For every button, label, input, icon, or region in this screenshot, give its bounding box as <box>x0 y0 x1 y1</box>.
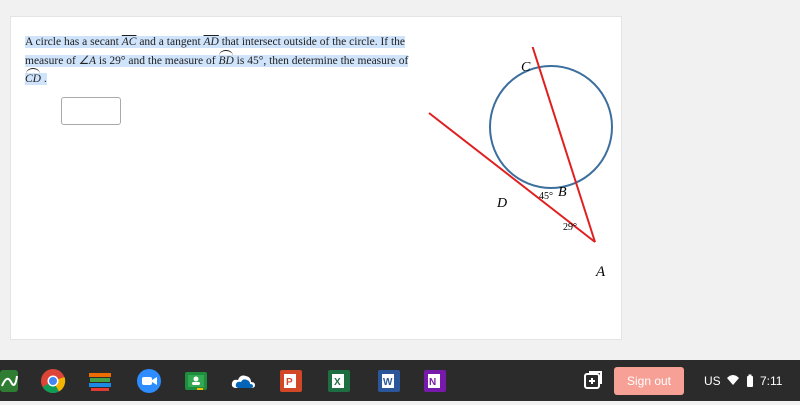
zoom-icon[interactable] <box>136 368 162 394</box>
label-c: C <box>521 60 531 75</box>
svg-text:X: X <box>334 377 341 388</box>
powerpoint-icon[interactable] <box>278 368 304 394</box>
locale-indicator: US <box>704 374 721 388</box>
answer-input[interactable] <box>61 97 121 125</box>
circle-diagram <box>421 47 621 287</box>
svg-text:W: W <box>383 377 393 388</box>
screenshot-icon[interactable] <box>580 368 606 394</box>
onedrive-icon[interactable] <box>230 368 256 394</box>
sign-out-button[interactable]: Sign out <box>614 367 684 395</box>
desmos-icon[interactable] <box>0 368 26 394</box>
label-d: D <box>497 196 508 211</box>
arc-bd-label: BD <box>218 51 233 70</box>
chromeos-shelf <box>0 360 800 401</box>
circle <box>490 66 612 188</box>
books-icon[interactable] <box>87 368 113 394</box>
arc-cd-label: CD <box>25 69 41 88</box>
question-text: A circle has a secant AC and a tangent AD that intersect outside of the circle. If the measure of ∠A is 29° and the measure of BD is 45°, then determine the measure of CD . <box>25 34 425 88</box>
wifi-icon <box>726 367 740 405</box>
angle-label: ∠A <box>78 54 96 67</box>
excel-icon[interactable] <box>326 368 352 394</box>
tangent-label: AD <box>203 36 219 48</box>
question-card <box>10 16 622 340</box>
status-tray[interactable] <box>700 367 794 395</box>
chrome-icon[interactable] <box>40 368 66 394</box>
secant-label: AC <box>121 36 137 48</box>
battery-icon <box>746 367 754 405</box>
svg-text:P: P <box>286 377 293 388</box>
label-a: A <box>596 264 606 280</box>
onenote-icon[interactable] <box>422 368 448 394</box>
classroom-icon[interactable] <box>183 368 209 394</box>
svg-text:N: N <box>429 377 437 388</box>
clock: 7:11 <box>760 374 783 388</box>
arc-angle-label: 45° <box>539 191 553 202</box>
label-b: B <box>558 185 567 200</box>
word-icon[interactable] <box>376 368 402 394</box>
vertex-angle-label: 29° <box>563 222 577 233</box>
